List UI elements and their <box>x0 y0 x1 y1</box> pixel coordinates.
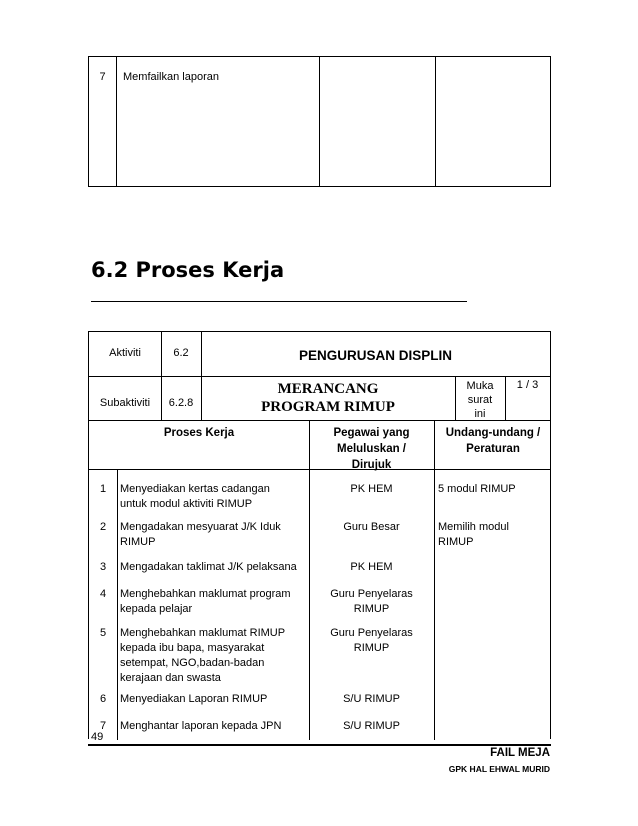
row-number: 7 <box>89 57 117 186</box>
row-number: 4 <box>99 588 107 600</box>
aktiviti-label: Aktiviti <box>109 347 141 359</box>
row-pegawai: S/U RIMUP <box>343 693 400 705</box>
process-table <box>88 331 551 739</box>
row-description: Menyediakan Laporan RIMUP <box>120 693 268 705</box>
row-pegawai: PK HEM <box>350 483 393 495</box>
footer-divider <box>88 744 551 746</box>
row-pegawai: Guru Penyelaras RIMUP <box>330 588 413 615</box>
continued-table-row <box>88 56 551 187</box>
row-description: Menghantar laporan kepada JPN <box>120 720 282 732</box>
row-undang: 5 modul RIMUP <box>438 483 516 495</box>
muka-surat-label: Muka surat ini <box>466 380 494 420</box>
footer-subtitle: GPK HAL EHWAL MURID <box>448 764 550 774</box>
row-description: Memfailkan laporan <box>117 57 320 186</box>
header-pegawai: Pegawai yang Meluluskan / Dirujuk <box>333 427 410 471</box>
divider <box>434 420 435 740</box>
subaktiviti-title: MERANCANG PROGRAM RIMUP <box>261 381 395 415</box>
footer-title: FAIL MEJA <box>490 747 550 759</box>
row-number: 5 <box>99 627 107 639</box>
section-underline <box>91 301 467 302</box>
row-description: Mengadakan taklimat J/K pelaksana <box>120 561 297 573</box>
page-number: 49 <box>91 731 104 743</box>
row-pegawai: S/U RIMUP <box>343 720 400 732</box>
page-counter: 1 / 3 <box>516 379 539 391</box>
header-undang: Undang-undang / Peraturan <box>445 427 541 455</box>
aktiviti-title: PENGURUSAN DISPLIN <box>298 348 452 363</box>
subaktiviti-label: Subaktiviti <box>99 397 151 409</box>
row-number: 7 <box>99 720 107 732</box>
row-number: 1 <box>99 483 107 495</box>
row-pegawai: Guru Penyelaras RIMUP <box>330 627 413 654</box>
section-title: 6.2 Proses Kerja <box>91 258 285 282</box>
divider <box>117 469 118 740</box>
row-pegawai: PK HEM <box>350 561 393 573</box>
header-proses-kerja: Proses Kerja <box>163 427 235 439</box>
row-description: Menyediakan kertas cadangan untuk modul aktiviti RIMUP <box>120 483 270 510</box>
row-description: Menghebahkan maklumat program kepada pelajar <box>120 588 291 615</box>
row-number: 6 <box>99 693 107 705</box>
row-number: 2 <box>99 521 107 533</box>
row-undang: Memilih modul RIMUP <box>438 521 509 548</box>
row-description: Mengadakan mesyuarat J/K Iduk RIMUP <box>120 521 281 548</box>
row-pegawai <box>320 57 436 186</box>
subaktiviti-value: 6.2.8 <box>168 397 194 409</box>
row-number: 3 <box>99 561 107 573</box>
row-pegawai: Guru Besar <box>343 521 400 533</box>
divider <box>89 376 550 377</box>
row-undang <box>436 57 550 186</box>
aktiviti-value: 6.2 <box>173 347 189 359</box>
row-description: Menghebahkan maklumat RIMUP kepada ibu bapa, masyarakat setempat, NGO,badan-badan kerajaan dan swasta <box>120 627 286 684</box>
